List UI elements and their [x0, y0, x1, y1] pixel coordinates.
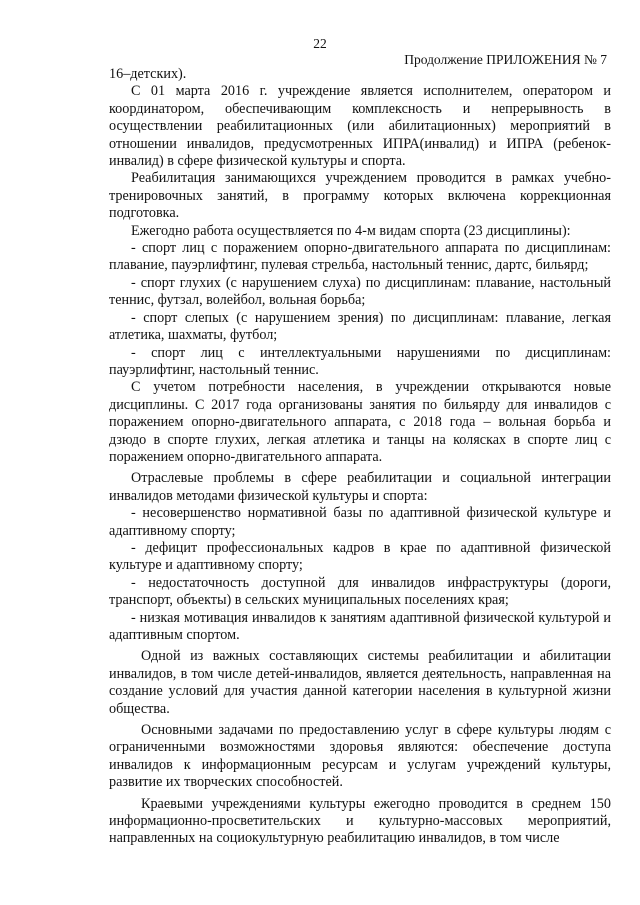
list-item: - низкая мотивация инвалидов к занятиям адаптивной физической культурой и адаптивным спортом. — [109, 609, 611, 643]
document-body — [109, 66, 611, 848]
paragraph: Отраслевые проблемы в сфере реабилитации и социальной интеграции инвалидов методами физической культуры и спорта: — [109, 470, 611, 504]
paragraph: Краевыми учреждениями культуры ежегодно проводится в среднем 150 информационно-просветительских и культурно-массовых мероприятий, направленных на социокультурную реабилитацию инвалидов, в том числе — [109, 795, 611, 847]
page-number: 22 — [313, 36, 327, 51]
list-item: - несовершенство нормативной базы по адаптивной физической культуре и адаптивному спорту; — [109, 505, 611, 539]
paragraph: С учетом потребности населения, в учреждении открываются новые дисциплины. С 2017 года организованы занятия по бильярду для инвалидов с поражением опорно-двигательного аппарата, с 2018 года – вольная борьба и дзюдо в спорте глухих, легкая атлетика и танцы на колясках в спорте лиц с поражением опорно-двигательного аппарата. — [109, 379, 611, 465]
appendix-continuation-label: Продолжение ПРИЛОЖЕНИЯ № 7 — [404, 52, 607, 67]
paragraph: Ежегодно работа осуществляется по 4-м видам спорта (23 дисциплины): — [131, 222, 571, 239]
paragraph: 16–детских). — [109, 66, 187, 82]
list-item: - недостаточность доступной для инвалидов инфраструктуры (дороги, транспорт, объекты) в сельских муниципальных поселениях края; — [109, 574, 611, 609]
paragraph: С 01 марта 2016 г. учреждение является исполнителем, оператором и координатором, обеспечивающим комплексность и непрерывность в осуществлении реабилитационных (или абилитационных) мероприятий в отношении инвалидов, предусмотренных ИПРА(инвалид) и ИПРА (ребенок-инвалид) в сфере физической культуры и спорта. — [109, 83, 611, 170]
list-item: - дефицит профессиональных кадров в крае по адаптивной физической культуре и адаптивному спорту; — [109, 539, 611, 574]
list-item: - спорт глухих (с нарушением слуха) по дисциплинам: плавание, настольный теннис, футзал, волейбол, вольная борьба; — [109, 274, 611, 309]
list-item: - спорт слепых (с нарушением зрения) по дисциплинам: плавание, легкая атлетика, шахматы, футбол; — [109, 309, 611, 344]
paragraph: Основными задачами по предоставлению услуг в сфере культуры людям с ограниченными возможностями здоровья являются: обеспечение доступа инвалидов к информационным ресурсам и услугам учреждений культуры, развитие их творческих способностей. — [109, 722, 611, 791]
list-item: - спорт лиц с интеллектуальными нарушениями по дисциплинам: пауэрлифтинг, настольный теннис. — [109, 344, 611, 378]
list-item: - спорт лиц с поражением опорно-двигательного аппарата по дисциплинам: плавание, пауэрлифтинг, пулевая стрельба, настольный теннис, дартс, бильярд; — [109, 240, 611, 274]
paragraph: Одной из важных составляющих системы реабилитации и абилитации инвалидов, в том числе детей-инвалидов, является деятельность, направленная на создание условий для участия данной категории населения в культурной жизни общества. — [109, 648, 611, 717]
paragraph: Реабилитация занимающихся учреждением проводится в рамках учебно-тренировочных занятий, в программу которых включена коррекционная подготовка. — [109, 170, 611, 222]
